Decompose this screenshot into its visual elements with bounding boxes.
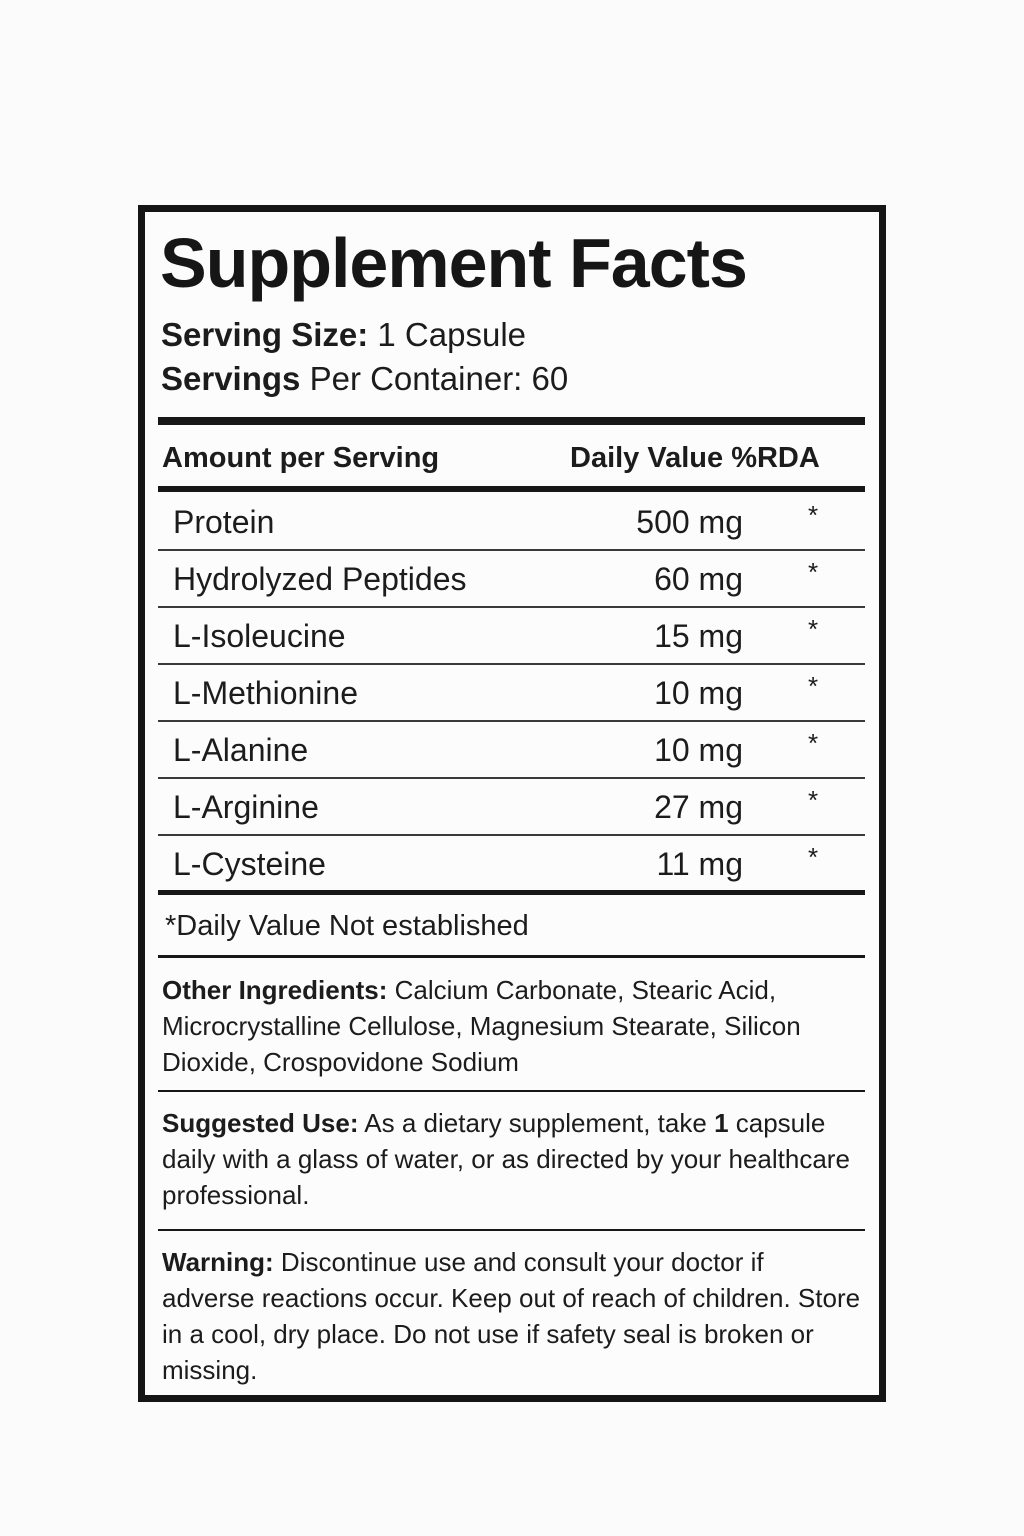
daily-value-asterisk: * <box>808 614 819 644</box>
nutrient-name: L-Arginine <box>173 789 319 825</box>
warning-label: Warning: <box>162 1247 274 1277</box>
servings-label: Servings <box>161 360 301 397</box>
table-row <box>158 722 865 778</box>
panel-title: Supplement Facts <box>160 224 747 302</box>
nutrient-amount: 15 mg <box>654 618 743 654</box>
table-row <box>158 665 865 721</box>
suggested-use-label: Suggested Use: <box>162 1108 359 1138</box>
nutrient-amount: 10 mg <box>654 675 743 711</box>
suggested-use-text-after: capsule daily with a glass of water, or as directed by your healthcare professional. <box>162 1108 850 1210</box>
nutrient-amount: 11 mg <box>656 846 743 882</box>
daily-value-header: Daily Value %RDA <box>570 442 820 474</box>
nutrient-name: Protein <box>173 504 275 540</box>
servings-value: Per Container: 60 <box>309 360 569 397</box>
section-divider <box>158 1090 865 1092</box>
other-ingredients-text: Calcium Carbonate, Stearic Acid, Microcrystalline Cellulose, Magnesium Stearate, Silicon Dioxide, Crospovidone Sodium <box>162 975 801 1077</box>
nutrient-name: Hydrolyzed Peptides <box>173 561 467 597</box>
warning-text: Discontinue use and consult your doctor if adverse reactions occur. Keep out of reach of children. Store in a cool, dry place. Do not use if safety seal is broken or missing. <box>162 1247 861 1385</box>
footnote-divider <box>158 955 865 958</box>
other-ingredients <box>162 972 862 1080</box>
nutrient-name: L-Alanine <box>173 732 309 768</box>
supplement-facts-panel <box>138 205 886 1402</box>
table-row <box>158 551 865 607</box>
daily-value-asterisk: * <box>808 785 819 815</box>
daily-value-asterisk: * <box>808 557 819 587</box>
warning <box>162 1244 862 1388</box>
section-divider <box>158 1229 865 1231</box>
daily-value-asterisk: * <box>808 842 819 872</box>
daily-value-asterisk: * <box>808 728 819 758</box>
nutrient-amount: 27 mg <box>654 789 743 825</box>
other-ingredients-label: Other Ingredients: <box>162 975 388 1005</box>
daily-value-asterisk: * <box>808 500 819 530</box>
nutrient-name: L-Cysteine <box>173 846 326 882</box>
suggested-use-dose: 1 <box>714 1108 729 1138</box>
thick-divider <box>158 417 865 425</box>
nutrient-amount: 60 mg <box>654 561 743 597</box>
suggested-use-text-before: As a dietary supplement, take <box>364 1108 707 1138</box>
header-divider <box>158 486 865 492</box>
suggested-use <box>162 1105 862 1213</box>
serving-size-value: 1 Capsule <box>377 316 527 353</box>
table-row <box>158 494 865 550</box>
daily-value-footnote: *Daily Value Not established <box>165 910 529 942</box>
table-row <box>158 779 865 835</box>
serving-size-label: Serving Size: <box>161 316 369 353</box>
serving-size <box>161 318 526 351</box>
amount-per-serving-header: Amount per Serving <box>162 442 440 474</box>
table-bottom-divider <box>158 890 865 895</box>
nutrient-name: L-Isoleucine <box>173 618 346 654</box>
table-row <box>158 608 865 664</box>
servings-per-container <box>161 362 568 395</box>
daily-value-asterisk: * <box>808 671 819 701</box>
table-row <box>158 836 865 892</box>
nutrient-amount: 500 mg <box>636 504 743 540</box>
nutrient-name: L-Methionine <box>173 675 358 711</box>
nutrient-amount: 10 mg <box>654 732 743 768</box>
